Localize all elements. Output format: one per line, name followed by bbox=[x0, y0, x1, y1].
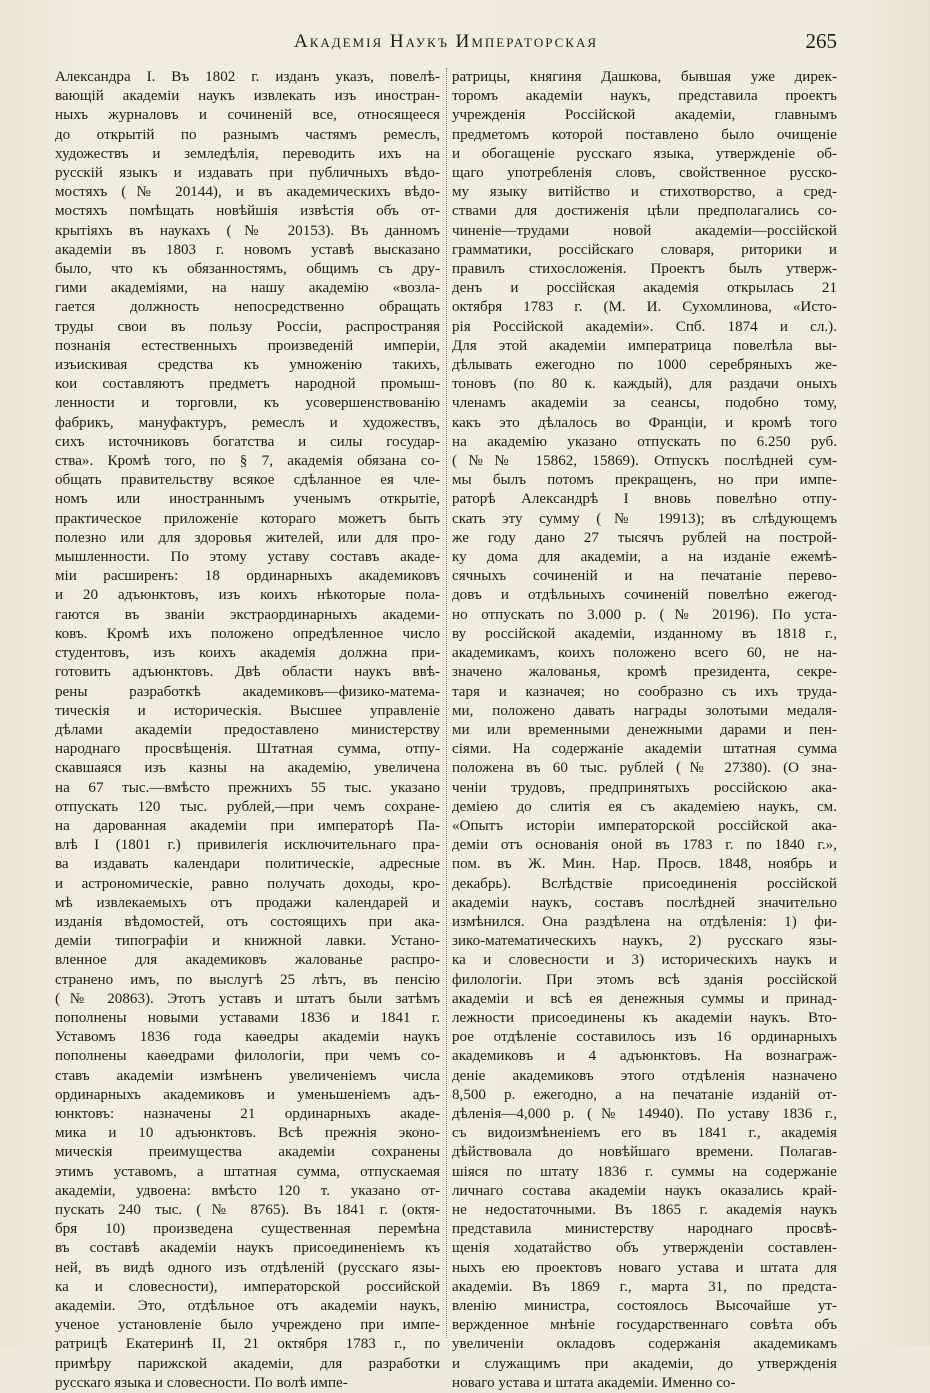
text-line: вающій академіи наукъ извлекать изъ иностран- bbox=[55, 88, 440, 105]
text-line: до открытій по разнымъ частямъ ремеслъ, bbox=[55, 126, 440, 143]
text-line: ординарныхъ академиковъ и уменьшеніемъ адъ- bbox=[55, 1086, 440, 1103]
text-line: на академію указано отпускать по 6.250 руб. bbox=[452, 433, 837, 450]
text-line: ствами для достиженія цѣли предполагались со- bbox=[452, 203, 837, 220]
text-line: изъискивая средства къ умноженію такихъ, bbox=[55, 357, 440, 374]
text-line: дѣлами академіи предоставлено министерству bbox=[55, 721, 440, 738]
text-line: міи расширенъ: 18 ординарныхъ академиковъ bbox=[55, 568, 440, 585]
text-line: (№№ 15862, 15869). Отпускъ послѣдней сум- bbox=[452, 453, 837, 470]
text-line: этимъ уставомъ, а штатная сумма, отпускаемая bbox=[55, 1163, 440, 1180]
text-line: ка и словесности), императорской российской bbox=[55, 1278, 440, 1295]
text-line: ученое установленіе было учреждено при импе- bbox=[55, 1317, 440, 1334]
text-line: личнаго состава академіи наукъ оказались край- bbox=[452, 1182, 837, 1199]
text-line: художествъ и земледѣлія, переводить ихъ на bbox=[55, 145, 440, 162]
text-line: (№ 20863). Этотъ уставъ и штатъ были затѣмъ bbox=[55, 990, 440, 1007]
text-line: народнаго просвѣщенія. Штатная сумма, отпу- bbox=[55, 741, 440, 758]
text-line: значено жалованья, кромѣ президента, секре- bbox=[452, 664, 837, 681]
text-line: довъ и отдѣльныхъ сочиненій повелѣно ежегод- bbox=[452, 587, 837, 604]
text-line: сихъ источниковъ богатства и силы государ- bbox=[55, 433, 440, 450]
text-line: и служащимъ при академіи, до утвержденія bbox=[452, 1355, 837, 1372]
text-line: декабрь). Вслѣдствіе присоединенія россійской bbox=[452, 875, 837, 892]
text-line: ныхъ ею проектовъ новаго устава и штата для bbox=[452, 1259, 837, 1276]
text-line: ковъ. Кромѣ ихъ положено опредѣленное число bbox=[55, 625, 440, 642]
text-line: академіи и всѣ ея денежныя суммы и принад- bbox=[452, 990, 837, 1007]
text-line: деміи отъ основанія оной въ 1783 г. по 1840 г.», bbox=[452, 837, 837, 854]
text-line: пополнены новыми уставами 1836 и 1841 г. bbox=[55, 1009, 440, 1026]
text-line: академіи, удвоена: вмѣсто 120 т. указано от- bbox=[55, 1182, 440, 1199]
left-column bbox=[55, 68, 440, 1393]
text-line: деміею до слитія ея съ академіею наукъ, см. bbox=[452, 798, 837, 815]
text-line: познанія естественныхъ произведеній имперіи, bbox=[55, 337, 440, 354]
text-line: академіи. Это, отдѣльное отъ академіи наукъ, bbox=[55, 1298, 440, 1314]
text-line: зико-математическихъ наукъ, 2) русскаго язы- bbox=[452, 933, 837, 950]
text-line: практическое приложеніе котораго можетъ быть bbox=[55, 510, 440, 527]
text-line: юнктовъ: назначены 21 ординарныхъ акаде- bbox=[55, 1105, 440, 1122]
text-line: какъ это дѣлалось во Франціи, и кромѣ того bbox=[452, 414, 837, 431]
text-line: новаго устава и штата академіи. Именно со- bbox=[452, 1374, 736, 1391]
running-head: Академія Наукъ Императорская bbox=[293, 31, 599, 52]
text-line: и астрономическіе, равно получать доходы, кро- bbox=[55, 875, 440, 892]
text-line: мическія преимущества академіи сохранены bbox=[55, 1144, 440, 1161]
text-line: академіи въ 1803 г. новомъ уставѣ высказано bbox=[55, 241, 440, 258]
text-line: вленное для академиковъ жалованье распро- bbox=[55, 952, 440, 969]
text-line: пом. въ Ж. Мин. Нар. Просв. 1848, ноябрь и bbox=[452, 856, 837, 873]
text-line: и 20 адъюнктовъ, изъ коихъ нѣкоторые пола- bbox=[55, 587, 440, 604]
page-header bbox=[55, 27, 837, 57]
text-line: шіяся по штату 1836 г. суммы на содержаніе bbox=[452, 1163, 837, 1180]
text-line: лежности присоединены къ академіи наукъ. Вто- bbox=[452, 1009, 837, 1026]
right-column bbox=[452, 68, 837, 1393]
text-line: сіями. На содержаніе академіи штатная сумма bbox=[452, 741, 837, 758]
text-line: дѣйствовала до новѣйшаго времени. Полагав- bbox=[452, 1144, 837, 1161]
text-line: полезно или для здоровья жителей, или для про- bbox=[55, 529, 440, 546]
text-line: октября 1783 г. (М. И. Сухомлинова, «Исто- bbox=[452, 299, 837, 316]
text-line: русскаго языка и словесности. По волѣ импе- bbox=[55, 1374, 348, 1391]
text-line: мышленности. По этому уставу составъ акаде- bbox=[55, 549, 440, 566]
text-line: ратрицы, княгиня Дашкова, бывшая уже дирек- bbox=[452, 69, 837, 85]
text-line: академиковъ и 4 адъюнктовъ. На вознаграж- bbox=[452, 1048, 837, 1065]
text-line: представила министерству народнаго просвѣ- bbox=[452, 1221, 837, 1238]
text-line: академикамъ, коихъ положено всего 60, не на- bbox=[452, 645, 837, 662]
text-line: сячныхъ сочиненій и на печатаніе перево- bbox=[452, 568, 837, 585]
text-line: общать правительству всякое сдѣланное ея чле- bbox=[55, 472, 440, 489]
text-line: отпускать 120 тыс. рублей,—при чемъ сохране- bbox=[55, 798, 440, 815]
text-line: въ составѣ академіи наукъ присоединеніемъ къ bbox=[55, 1240, 440, 1257]
text-line: денъ и россійская академія открылась 21 bbox=[452, 280, 837, 297]
text-line: ней, въ видѣ одного изъ отдѣленій (русскаго язы- bbox=[55, 1259, 440, 1276]
text-line: пополнены каѳедрами филологіи, при чемъ со- bbox=[55, 1048, 440, 1065]
text-line: академіи наукъ, составъ послѣдней значительно bbox=[452, 894, 837, 911]
text-line: рія Россійской академіи». Спб. 1874 и сл.). bbox=[452, 318, 837, 335]
text-line: примѣру парижской академіи, для разработки bbox=[55, 1355, 440, 1372]
text-line: Уставомъ 1836 года каѳедры академіи наукъ bbox=[55, 1029, 440, 1046]
text-line: ныхъ журналовъ и сочиненій все, относящееся bbox=[55, 107, 440, 124]
text-line: «Опытъ исторіи императорской россійской ака- bbox=[452, 817, 837, 834]
text-line: предметомъ которой поставлено было очищеніе bbox=[452, 126, 837, 143]
text-line: грамматики, россійскаго словаря, риторики и bbox=[452, 241, 837, 258]
text-line: положена въ 60 тыс. рублей (№ 27380). (О зна- bbox=[452, 760, 837, 777]
text-line: влѣ I (1801 г.) привилегія исключительнаго пра- bbox=[55, 837, 440, 854]
text-line: номъ или иностраннымъ ученымъ открытіе, bbox=[55, 491, 440, 508]
text-line: мѣ извлекаемыхъ отъ продажи календарей и bbox=[55, 894, 440, 911]
text-line: Александра I. Въ 1802 г. изданъ указъ, повелѣ- bbox=[55, 69, 440, 85]
text-line: на дарованная академіи при императорѣ Па- bbox=[55, 817, 440, 834]
text-line: же году дано 27 тысячъ рублей на построй- bbox=[452, 529, 837, 546]
text-line: но отпускать по 3.000 р. (№ 20196). По уста- bbox=[452, 606, 837, 623]
text-line: Для этой академіи императрица повелѣла вы- bbox=[452, 337, 837, 354]
text-line: труды свои въ пользу Россіи, распространяя bbox=[55, 318, 440, 335]
text-line: ленности и торговли, къ усовершенствованію bbox=[55, 395, 440, 412]
text-line: вленію министра, состоялось Высочайше ут- bbox=[452, 1298, 837, 1314]
text-line: дѣлывать ежегодно по 1000 серебряныхъ же- bbox=[452, 357, 837, 374]
text-line: бря 10) произведена существенная перемѣна bbox=[55, 1221, 440, 1238]
text-line: странено имъ, по выслугѣ 25 лѣтъ, въ пенсію bbox=[55, 971, 440, 988]
text-line: готовить адъюнктовъ. Двѣ области наукъ ввѣ- bbox=[55, 664, 440, 681]
text-line: филологіи. При этомъ всѣ зданія россійской bbox=[452, 971, 837, 988]
text-line: вержденное мнѣніе государственнаго совѣта объ bbox=[452, 1317, 837, 1334]
text-line: раторѣ Александрѣ I вновь повелѣно отпу- bbox=[452, 491, 837, 508]
text-line: рены разработкѣ академиковъ—физико-матема- bbox=[55, 683, 440, 700]
page-number: 265 bbox=[805, 29, 837, 53]
text-line: кои составляютъ предметъ народной промыш- bbox=[55, 376, 440, 393]
text-line: тическія и историческія. Высшее управленіе bbox=[55, 702, 440, 719]
text-line: измѣнился. Она раздѣлена на отдѣленія: 1) фи- bbox=[452, 913, 837, 930]
text-line: мостяхъ помѣщать новѣйшія извѣстія объ от- bbox=[55, 203, 440, 220]
text-line: дѣленія—4,000 р. (№ 14940). По уставу 1836 г., bbox=[452, 1105, 837, 1122]
text-line: ставъ академіи измѣненъ увеличеніемъ числа bbox=[55, 1067, 440, 1084]
text-line: ства». Кромѣ того, по § 7, академія обязана со- bbox=[55, 453, 440, 470]
text-line: скавшаяся изъ казны на академію, увеличена bbox=[55, 760, 440, 777]
text-line: щаго употребленія словъ, свойственное русско- bbox=[452, 165, 837, 182]
text-line: ку дома для академіи, а на изданіе ежемѣ- bbox=[452, 549, 837, 566]
text-line: ка и словесности и 3) историческихъ наукъ и bbox=[452, 952, 837, 969]
text-line: крытіяхъ въ наукахъ (№ 20153). Въ данномъ bbox=[55, 222, 440, 239]
text-line: съ видоизмѣненіемъ его въ 1841 г., академія bbox=[452, 1125, 837, 1142]
text-line: студентовъ, изъ коихъ академія должна при- bbox=[55, 645, 440, 662]
text-line: мика и 10 адъюнктовъ. Всѣ прежнія эконо- bbox=[55, 1125, 440, 1142]
text-line: рое отдѣленіе составилось изъ 16 ординарныхъ bbox=[452, 1029, 837, 1046]
text-line: ва издавать календари политическіе, адресные bbox=[55, 856, 440, 873]
text-line: правилъ стихосложенія. Проектъ былъ утверж- bbox=[452, 261, 837, 278]
text-line: гается должность непосредственно обращать bbox=[55, 299, 440, 316]
text-line: мостяхъ (№ 20144), и въ академическихъ вѣдо- bbox=[55, 184, 440, 201]
text-line: не недостаточными. Въ 1865 г. академія наукъ bbox=[452, 1201, 837, 1218]
text-line: гаются въ званіи экстраординарныхъ академи- bbox=[55, 606, 440, 623]
text-line: ми, положено давать награды золотыми медаля- bbox=[452, 702, 837, 719]
text-line: ченіи трудовъ, предпринятыхъ россійскою ака- bbox=[452, 779, 837, 796]
text-line: ми или временными денежными дарами и пен- bbox=[452, 721, 837, 738]
text-line: ратрицѣ Екатеринѣ II, 21 октября 1783 г., по bbox=[55, 1336, 440, 1353]
text-line: мы былъ потомъ прекращенъ, но при импе- bbox=[452, 472, 837, 489]
text-line: му языку витійство и стихотворство, а сред- bbox=[452, 184, 837, 201]
text-line: щенія ходатайство объ утвержденіи составлен- bbox=[452, 1240, 837, 1257]
text-line: 8,500 р. ежегодно, а на печатаніе изданій от- bbox=[452, 1086, 837, 1103]
text-line: русскій языкъ и издавать при публичныхъ вѣдо- bbox=[55, 165, 440, 182]
text-line: и обогащеніе русскаго языка, утвержденіе об- bbox=[452, 145, 837, 162]
text-line: изданія вѣдомостей, отъ состоящихъ при ака- bbox=[55, 913, 440, 930]
text-line: скать эту сумму (№ 19913); въ слѣдующемъ bbox=[452, 510, 837, 527]
text-line: гими академіями, на нашу академію «возла- bbox=[55, 280, 440, 297]
text-line: деніе академиковъ этого отдѣленія назначено bbox=[452, 1067, 837, 1084]
text-line: тоновъ (по 80 к. каждый), для раздачи оныхъ bbox=[452, 376, 837, 393]
column-divider bbox=[446, 68, 448, 1338]
text-line: увеличеніи окладовъ содержанія академикамъ bbox=[452, 1336, 837, 1353]
text-line: чиненіе—трудами новой академіи—россійской bbox=[452, 222, 837, 239]
text-line: учрежденія Россійской академіи, главнымъ bbox=[452, 107, 837, 124]
text-line: членамъ академіи за сеансы, подобно тому, bbox=[452, 395, 837, 412]
text-line: торомъ академіи наукъ, представила проектъ bbox=[452, 88, 837, 105]
text-line: ву россійской академіи, изданному въ 1818 г., bbox=[452, 625, 837, 642]
text-line: было, что къ обязанностямъ, общимъ съ дру- bbox=[55, 261, 440, 278]
text-line: академіи. Въ 1869 г., марта 31, по предста- bbox=[452, 1278, 837, 1295]
text-line: пускать 240 тыс. (№ 8765). Въ 1841 г. (октя- bbox=[55, 1201, 440, 1218]
text-line: деміи типографіи и книжной лавки. Устано- bbox=[55, 933, 440, 950]
text-line: на 67 тыс.—вмѣсто прежнихъ 55 тыс. указано bbox=[55, 779, 440, 796]
text-line: таря и казначея; но сообразно съ ихъ труда- bbox=[452, 683, 837, 700]
text-line: фабрикъ, мануфактуръ, ремеслъ и художествъ, bbox=[55, 414, 440, 431]
